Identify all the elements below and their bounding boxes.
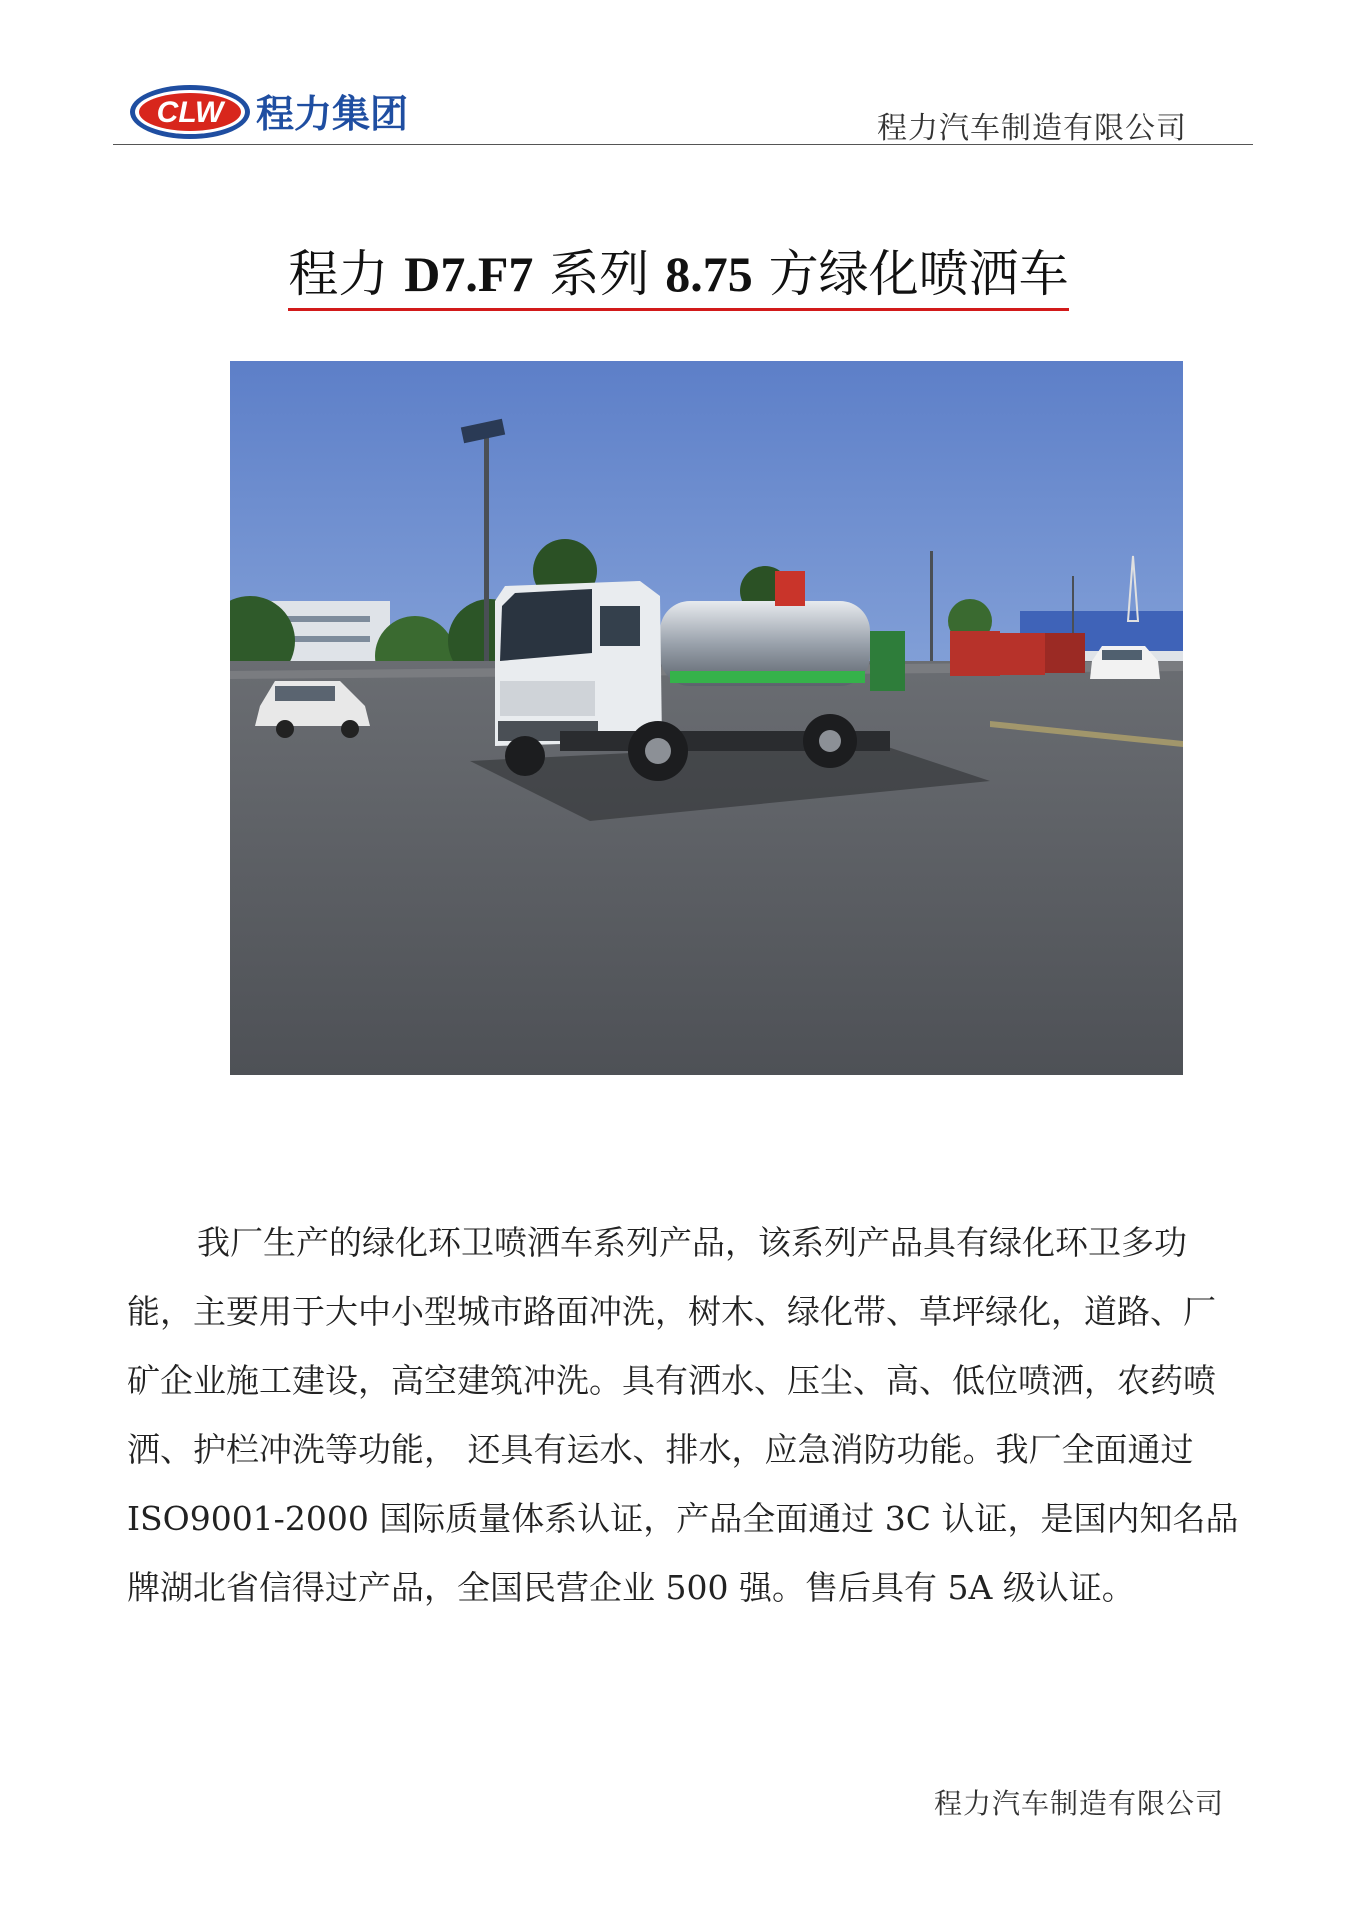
truck-photo [230,361,1183,1075]
logo-brand: 程力集团 [256,92,409,136]
title-mid: 系列 [533,245,666,303]
footer-company-name: 程力汽车制造有限公司 [933,1787,1224,1820]
title-underline [288,244,1068,311]
title-volume: 8.75 [665,246,753,302]
title-suffix: 方绿化喷洒车 [752,245,1069,303]
title-prefix: 程力 [288,245,405,303]
title-model: D7.F7 [404,246,534,302]
paragraph-line: 矿企业施工建设，高空建筑冲洗。具有洒水、压尘、高、低位喷洒，农药喷 [127,1361,1216,1400]
header-company-name: 程力汽车制造有限公司 [877,111,1187,146]
paragraph-line: 洒、护栏冲洗等功能， 还具有运水、排水，应急消防功能。我厂全面通过 [127,1430,1194,1469]
page-title [0,244,1357,311]
logo-text: CLW [156,96,224,129]
paragraph-line: 我厂生产的绿化环卫喷洒车系列产品，该系列产品具有绿化环卫多功 [197,1223,1187,1262]
paragraph-line: 能，主要用于大中小型城市路面冲洗，树木、绿化带、草坪绿化，道路、厂 [127,1292,1216,1331]
paragraph-line: ISO9001-2000 国际质量体系认证，产品全面通过 3C 认证，是国内知名品 [127,1499,1239,1538]
paragraph-line: 牌湖北省信得过产品，全国民营企业 500 强。售后具有 5A 级认证。 [127,1568,1135,1607]
page-header [0,0,1357,150]
header-divider [113,144,1253,145]
description-paragraph [127,1208,1243,1622]
company-logo [128,82,458,142]
